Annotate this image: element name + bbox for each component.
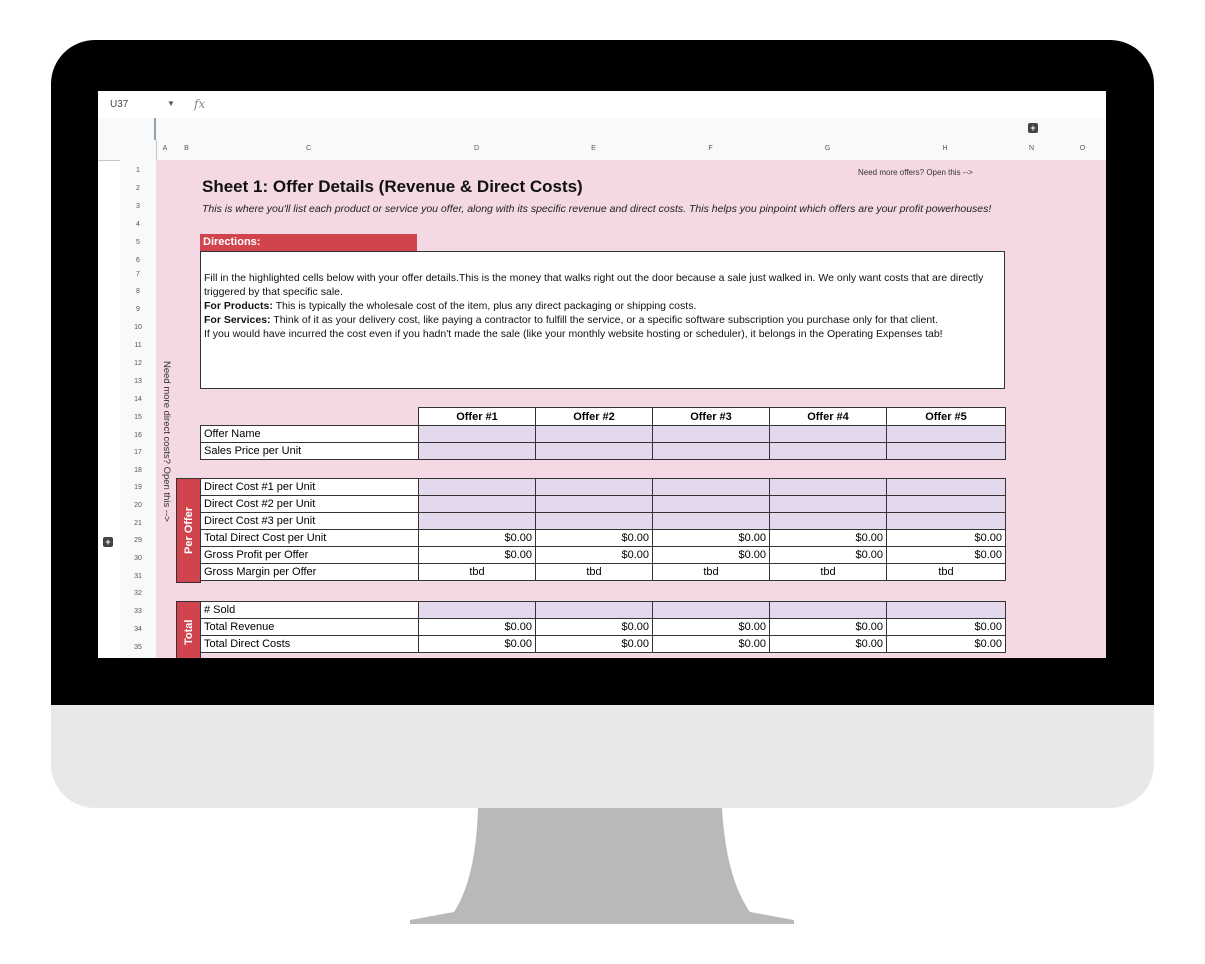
select-all-corner[interactable] [120,140,157,160]
total-direct-costs-cell[interactable]: $0.00 [536,636,653,653]
direct-cost-3-cell[interactable] [887,513,1006,530]
direct-cost-3-cell[interactable] [419,513,536,530]
sold-cell[interactable] [887,602,1006,619]
row-header[interactable]: 20 [134,502,142,509]
direct-cost-1-label[interactable]: Direct Cost #1 per Unit [201,479,419,496]
row-header[interactable]: 11 [134,342,142,349]
sales-price-cell[interactable] [770,443,887,460]
sold-label[interactable]: # Sold [201,602,419,619]
direct-cost-1-cell[interactable] [419,479,536,496]
total-revenue-cell[interactable]: $0.00 [653,619,770,636]
column-header-o[interactable]: O [1079,145,1086,152]
column-header-h[interactable]: H [942,145,948,152]
total-direct-cost-cell[interactable]: $0.00 [419,530,536,547]
offer-name-cell[interactable] [536,426,653,443]
total-band: Total [176,601,201,658]
row-header[interactable]: 21 [134,520,142,527]
services-label: For Services: [204,314,271,326]
column-header-bar [98,140,1106,161]
total-direct-cost-label[interactable]: Total Direct Cost per Unit [201,530,419,547]
direct-cost-2-cell[interactable] [653,496,770,513]
fx-icon: fx [194,97,206,111]
total-direct-cost-cell[interactable]: $0.00 [536,530,653,547]
direct-cost-1-cell[interactable] [887,479,1006,496]
directions-operating: If you would have incurred the cost even if you hadn't made the sale (like your monthly website hosting or scheduler), it belongs in the Operating Expenses tab! [204,328,943,340]
row-header[interactable]: 19 [134,484,142,491]
column-header-c[interactable]: C [305,145,312,152]
direct-cost-2-cell[interactable] [419,496,536,513]
row-header-bar [120,160,157,658]
direct-cost-2-cell[interactable] [770,496,887,513]
row-header[interactable]: 10 [134,324,142,331]
products-label: For Products: [204,300,273,312]
gross-profit-cell[interactable]: $0.00 [887,547,1006,564]
row-header[interactable]: 2 [136,185,140,192]
row-header[interactable]: 3 [136,203,140,210]
column-group-bar [98,118,1106,140]
gross-margin-cell[interactable]: tbd [887,564,1006,581]
total-table [200,601,1006,653]
directions-box [200,251,1005,389]
direct-cost-1-cell[interactable] [770,479,887,496]
row-header[interactable]: 1 [136,167,140,174]
spreadsheet-screen [98,91,1106,658]
offer-2-header[interactable]: Offer #2 [536,408,653,426]
header-blank [201,408,419,426]
per-offer-band: Per Offer [176,478,201,583]
row-header[interactable]: 15 [134,414,142,421]
column-header-e[interactable]: E [591,145,596,152]
direct-cost-1-cell[interactable] [536,479,653,496]
row-header[interactable]: 18 [134,467,142,474]
gross-profit-label[interactable]: Gross Profit per Offer [201,547,419,564]
total-direct-costs-label[interactable]: Total Direct Costs [201,636,419,653]
column-group-line [154,118,156,140]
row-header[interactable]: 16 [134,432,142,439]
total-revenue-cell[interactable]: $0.00 [770,619,887,636]
sheet-subtitle: This is where you'll list each product or service you offer, along with its specific revenue and direct costs. This helps you pinpoint which offers are your profit powerhouses! [202,203,992,215]
offer-name-cell[interactable] [770,426,887,443]
row-header[interactable]: 9 [136,306,140,313]
total-direct-cost-cell[interactable]: $0.00 [653,530,770,547]
name-box-dropdown-icon[interactable]: ▼ [167,99,175,108]
directions-header: Directions: [200,234,417,251]
row-header[interactable]: 8 [136,288,140,295]
column-header-f[interactable]: F [708,145,713,152]
directions-products [204,299,998,313]
row-header[interactable]: 12 [134,360,142,367]
sold-cell[interactable] [653,602,770,619]
sales-price-cell[interactable] [419,443,536,460]
row-header[interactable]: 4 [136,221,140,228]
row-header[interactable]: 30 [134,555,142,562]
row-header[interactable]: 33 [134,608,142,615]
total-direct-costs-cell[interactable]: $0.00 [419,636,536,653]
direct-cost-1-cell[interactable] [653,479,770,496]
services-text: Think of it as your delivery cost, like paying a contractor to fulfill the service, or a specific software subscription you purchase only for that client. [270,314,938,326]
gross-margin-cell[interactable]: tbd [536,564,653,581]
products-text: This is typically the wholesale cost of the item, plus any direct packaging or shipping costs. [272,300,697,312]
sales-price-cell[interactable] [887,443,1006,460]
row-header[interactable]: 31 [134,573,142,580]
offer-4-header[interactable]: Offer #4 [770,408,887,426]
total-direct-costs-cell[interactable]: $0.00 [887,636,1006,653]
row-header[interactable]: 6 [136,257,140,264]
sheet-title: Sheet 1: Offer Details (Revenue & Direct Costs) [202,177,583,196]
gross-margin-label[interactable]: Gross Margin per Offer [201,564,419,581]
directions-intro: Fill in the highlighted cells below with your offer details.This is the money that walks right out the door because a sale just walked in. We only want costs that are directly triggered by that specific sale. [204,272,984,298]
row-header[interactable]: 34 [134,626,142,633]
direct-cost-2-cell[interactable] [887,496,1006,513]
monitor-stand [410,808,794,924]
formula-bar [98,91,1106,119]
offer-3-header[interactable]: Offer #3 [653,408,770,426]
total-direct-costs-cell[interactable]: $0.00 [770,636,887,653]
total-revenue-label[interactable]: Total Revenue [201,619,419,636]
direct-cost-3-cell[interactable] [770,513,887,530]
need-more-direct-costs-note: Need more direct costs? Open this --> [161,361,172,522]
gross-profit-cell[interactable]: $0.00 [653,547,770,564]
row-header[interactable]: 5 [136,239,140,246]
row-header[interactable]: 14 [134,396,142,403]
gross-profit-cell[interactable]: $0.00 [536,547,653,564]
need-more-offers-note: Need more offers? Open this --> [858,168,973,177]
expand-column-group-icon[interactable]: + [1028,123,1038,133]
row-header[interactable]: 7 [136,271,140,278]
sales-price-label[interactable]: Sales Price per Unit [201,443,419,460]
total-revenue-cell[interactable]: $0.00 [887,619,1006,636]
offer-name-cell[interactable] [419,426,536,443]
offer-name-label[interactable]: Offer Name [201,426,419,443]
name-box[interactable]: U37 [110,99,129,110]
column-header-d[interactable]: D [473,145,480,152]
total-revenue-cell[interactable]: $0.00 [536,619,653,636]
direct-cost-3-cell[interactable] [536,513,653,530]
total-direct-cost-cell[interactable]: $0.00 [887,530,1006,547]
offer-1-header[interactable]: Offer #1 [419,408,536,426]
per-offer-table [200,478,1006,581]
column-header-n[interactable]: N [1028,145,1035,152]
gross-profit-cell[interactable]: $0.00 [770,547,887,564]
direct-cost-3-label[interactable]: Direct Cost #3 per Unit [201,513,419,530]
sales-price-cell[interactable] [653,443,770,460]
column-header-b[interactable]: B [184,145,189,152]
total-revenue-cell[interactable]: $0.00 [419,619,536,636]
column-header-a[interactable]: A [162,145,168,152]
total-direct-cost-cell[interactable]: $0.00 [770,530,887,547]
gross-margin-cell[interactable]: tbd [419,564,536,581]
row-header[interactable]: 29 [134,537,142,544]
row-header[interactable]: 17 [134,449,142,456]
direct-cost-2-label[interactable]: Direct Cost #2 per Unit [201,496,419,513]
column-header-g[interactable]: G [824,145,831,152]
offer-name-cell[interactable] [653,426,770,443]
row-header[interactable]: 13 [134,378,142,385]
offer-5-header[interactable]: Offer #5 [887,408,1006,426]
direct-cost-3-cell[interactable] [653,513,770,530]
expand-row-group-icon[interactable]: + [103,537,113,547]
offer-name-cell[interactable] [887,426,1006,443]
sales-price-cell[interactable] [536,443,653,460]
sold-cell[interactable] [770,602,887,619]
row-header[interactable]: 35 [134,644,142,651]
total-direct-costs-cell[interactable]: $0.00 [653,636,770,653]
gross-margin-cell[interactable]: tbd [653,564,770,581]
sold-cell[interactable] [419,602,536,619]
row-header[interactable]: 32 [134,590,142,597]
gross-profit-cell[interactable]: $0.00 [419,547,536,564]
offer-header-table [200,407,1006,460]
gross-margin-cell[interactable]: tbd [770,564,887,581]
sold-cell[interactable] [536,602,653,619]
direct-cost-2-cell[interactable] [536,496,653,513]
directions-services [204,313,998,327]
